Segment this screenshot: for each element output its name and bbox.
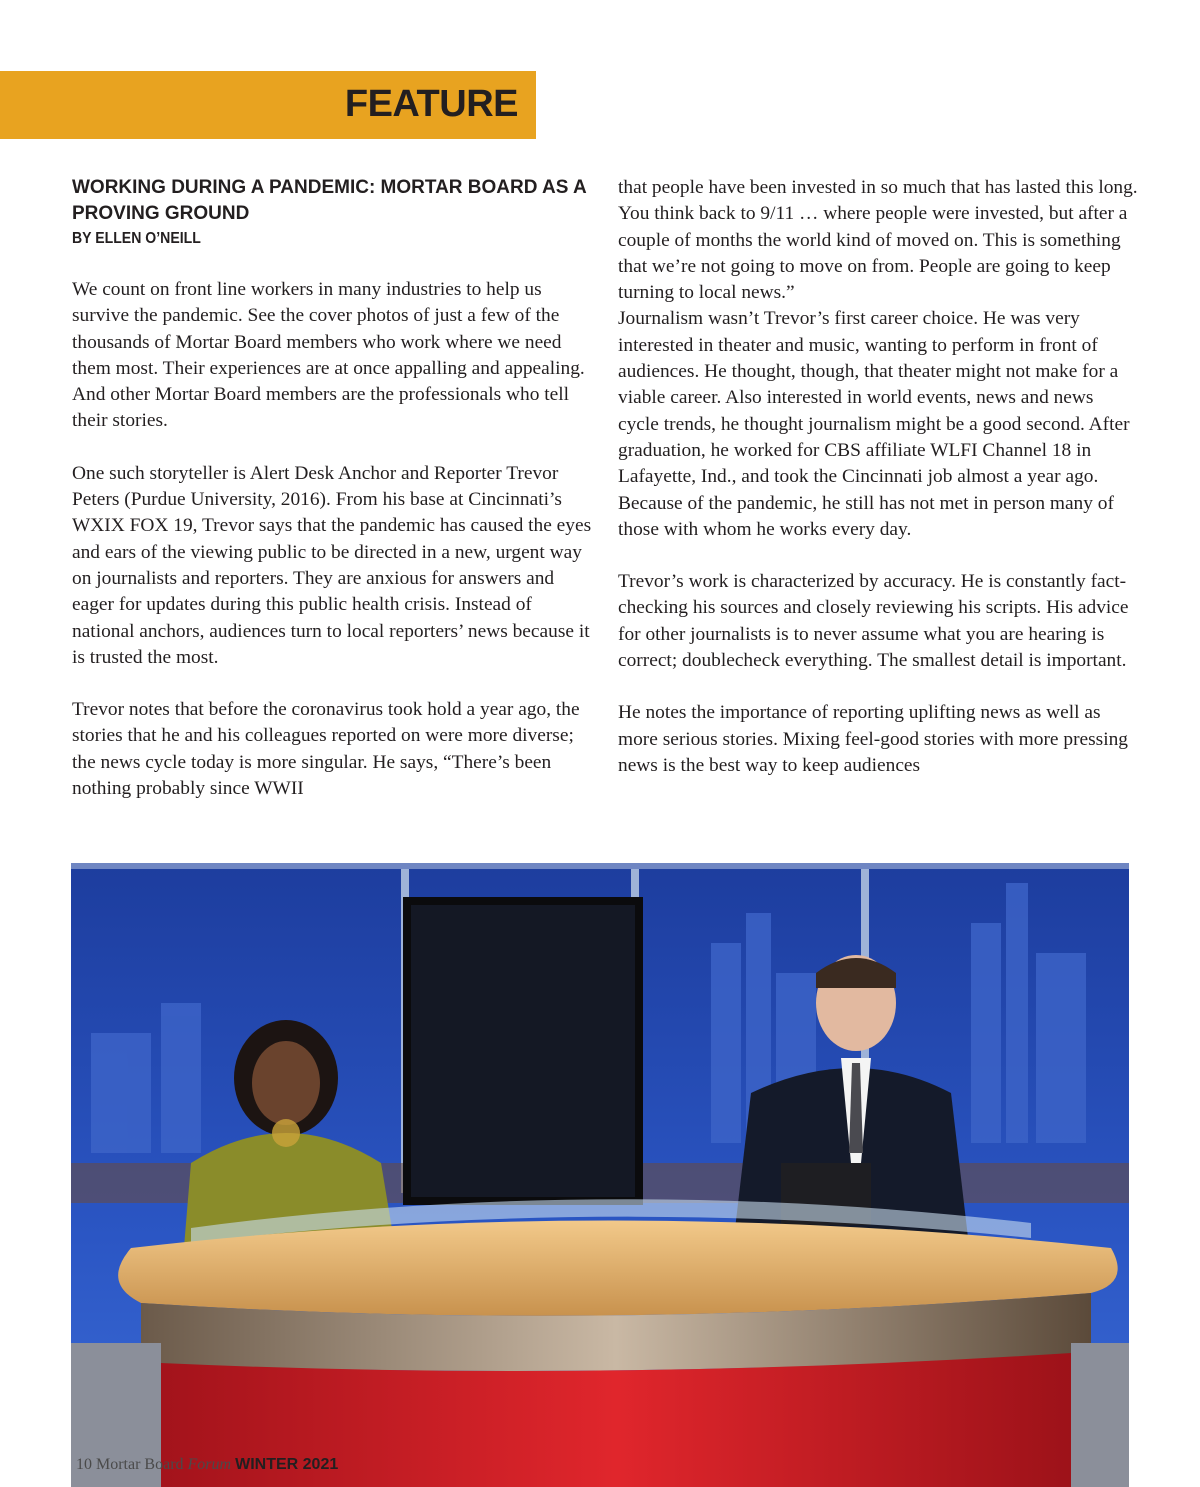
article-headline: WORKING DURING A PANDEMIC: MORTAR BOARD AS A PROVING GROUND	[72, 177, 587, 224]
paragraph: One such storyteller is Alert Desk Anchor and Reporter Trevor Peters (Purdue University, 2016). From his base at Cincinnati’s WXIX FOX 19, Trevor says that the pandemic has caused the eyes and ears of the viewing public to be directed in a new, urgent way on journalists and reporters. They are anxious for answers and eager for updates during this public health crisis. Instead of national anchors, audiences turn to local reporters’ news because it is trusted the most.	[72, 462, 592, 668]
paragraph: We count on front line workers in many industries to help us survive the pandemic. See the cover photos of just a few of the thousands of Mortar Board members who work where we need them most. Their experiences are at once appalling and appealing. And other Mortar Board members are the professionals who tell their stories.	[72, 279, 585, 432]
publication-name: Mortar Board	[96, 1456, 184, 1473]
article-right-column	[618, 175, 1138, 805]
newsroom-photo	[71, 863, 1129, 1487]
issue-label: WINTER 2021	[235, 1456, 339, 1473]
paragraph: Journalism wasn’t Trevor’s first career choice. He was very interested in theater and music, wanting to perform in front of audiences. He thought, though, that theater might not make for a viable career. Also interested in world events, news and news cycle trends, he thought journalism might be a good second. After graduation, he worked for CBS affiliate WLFI Channel 18 in Lafayette, Ind., and took the Cincinnati job almost a year ago. Because of the pandemic, he still has not met in person many of those with whom he works every day.	[618, 308, 1130, 540]
paragraph: Trevor’s work is characterized by accuracy. He is constantly fact-checking his sources and closely reviewing his scripts. His advice for other journalists is to never assume what you are hearing is correct; doublecheck everything. The smallest detail is important.	[618, 571, 1129, 672]
article-byline: BY ELLEN O’NEILL	[72, 230, 201, 247]
paragraph: that people have been invested in so much that has lasted this long. You think back to 9/11 … where people were invested, but after a couple of months the world kind of moved on. This is something that we’re not going to move on from. People are going to keep turning to local news.”	[618, 177, 1138, 304]
section-banner	[0, 71, 536, 139]
paragraph: Trevor notes that before the coronavirus took hold a year ago, the stories that he and his colleagues reported on were more diverse; the news cycle today is more singular. He says, “There’s been nothing probably since WWII	[72, 699, 580, 800]
publication-forum: Forum	[187, 1456, 232, 1473]
article-left-column	[72, 175, 592, 828]
section-label: FEATURE	[344, 83, 518, 125]
paragraph: He notes the importance of reporting uplifting news as well as more serious stories. Mixing feel-good stories with more pressing news is the best way to keep audiences	[618, 702, 1128, 776]
page-footer-line	[76, 1456, 338, 1474]
page-number: 10	[76, 1456, 92, 1473]
